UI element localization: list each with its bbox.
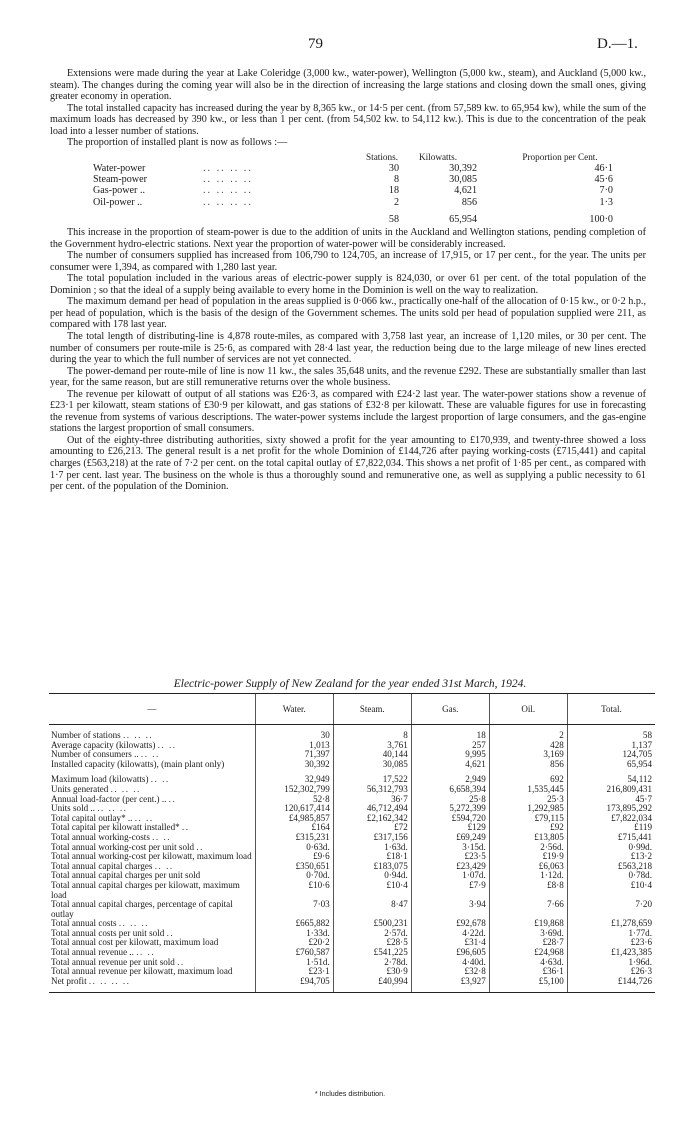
stations-value: 18: [388, 185, 399, 197]
leader-dots: .. .. .. ..: [203, 185, 253, 197]
gas-value: 6,658,394: [411, 785, 489, 795]
row-label-text: Total annual working-cost per unit sold: [51, 841, 195, 852]
row-label-text: Installed capacity (kilowatts), (main plant only): [51, 758, 225, 769]
table-row: [49, 900, 655, 919]
gas-value: 5,272,399: [411, 804, 489, 814]
row-label-text: Total annual capital charges per unit sold: [51, 870, 201, 881]
gas-value: 3·15d.: [411, 843, 489, 853]
water-value: 1·51d.: [255, 958, 333, 968]
leader-dots: .. .. .. ..: [88, 975, 131, 986]
row-label-text: Total capital per kilowatt installed*: [51, 822, 180, 833]
paragraph: The power-demand per route-mile of line is now 11 kw., the sales 35,648 units, and the revenue £292. These are substantially smaller than last year, for the same reason, but are still remunerative returns over the whole business.: [50, 365, 646, 389]
oil-value: £92: [489, 823, 567, 833]
document-code: D.—1.: [597, 36, 638, 52]
leader-dots: .. ..: [154, 860, 174, 871]
leader-dots: .. ..: [136, 947, 156, 958]
row-label-text: Total annual capital charges per kilowatt, maximum load: [51, 879, 240, 900]
paragraph: The number of consumers supplied has increased from 106,790 to 124,705, an increase of 17,915, or 17 per cent., for the year. The units per consumer were 1,394, as compared with 1,280 last year.: [50, 250, 646, 273]
row-label-text: Average capacity (kilowatts): [51, 739, 156, 750]
row-label-text: Total capital outlay* ..: [51, 812, 133, 823]
total-value: £26·3: [567, 967, 655, 977]
leader-dots: .. .. ..: [123, 730, 154, 740]
gas-value: £7·9: [411, 881, 489, 900]
oil-value: 25·3: [489, 795, 567, 805]
paragraph: Extensions were made during the year at Lake Coleridge (3,000 kw., water-power), Wellington (5,000 kw., steam), and Auckland (5,000 kw., steam). The changes during the coming year will also be in the direction of increasing the large stations and closing down the small ones, giving greater economy in operation.: [50, 68, 646, 103]
total-value: 45·7: [567, 795, 655, 805]
water-value: 120,617,414: [255, 804, 333, 814]
total-value: 0·99d.: [567, 843, 655, 853]
oil-value: 856: [489, 760, 567, 770]
gas-value: 18: [411, 731, 489, 741]
oil-value: 1·12d.: [489, 871, 567, 881]
steam-value: 56,312,793: [333, 785, 411, 795]
steam-value: £28·5: [333, 938, 411, 948]
gas-value: 4·22d.: [411, 929, 489, 939]
gas-value: £23,429: [411, 862, 489, 872]
water-value: 30: [255, 731, 333, 741]
leader-dots: .. ..: [140, 749, 160, 760]
leader-dots: .. .. .. ..: [203, 196, 253, 208]
water-value: 32,949: [255, 775, 333, 785]
total-value: 7·20: [567, 900, 655, 919]
oil-value: 1,292,985: [489, 804, 567, 814]
steam-value: 30,085: [333, 760, 411, 770]
oil-value: £5,100: [489, 977, 567, 987]
total-value: 58: [567, 731, 655, 741]
steam-value: £18·1: [333, 852, 411, 862]
total-kilowatts: 65,954: [449, 213, 477, 225]
oil-value: 3,169: [489, 750, 567, 760]
water-value: 0·70d.: [255, 871, 333, 881]
total-value: £144,726: [567, 977, 655, 987]
row-label: Gas-power ..: [93, 185, 146, 197]
row-label-text: Total annual costs: [51, 918, 117, 929]
water-value: £315,231: [255, 833, 333, 843]
row-label-text: Total annual capital charges: [51, 860, 153, 871]
row-label-text: Units generated: [51, 783, 109, 794]
page-number: 79: [308, 36, 323, 52]
leader-dots: ..: [177, 956, 185, 967]
kilowatts-value: 30,085: [449, 174, 477, 186]
total-value: 1,137: [567, 741, 655, 751]
total-value: £13·2: [567, 852, 655, 862]
steam-value: 40,144: [333, 750, 411, 760]
gas-value: 1·07d.: [411, 871, 489, 881]
table-caption: Electric-power Supply of New Zealand for the year ended 31st March, 1924.: [173, 678, 527, 690]
proportion-row: [93, 197, 617, 208]
gas-value: £96,605: [411, 948, 489, 958]
row-label: [49, 900, 255, 919]
steam-value: £500,231: [333, 919, 411, 929]
steam-value: £2,162,342: [333, 814, 411, 824]
proportion-row: [93, 163, 617, 174]
total-stations: 58: [388, 213, 399, 225]
row-label-text: Total annual revenue ..: [51, 947, 134, 958]
proportion-row: [93, 185, 617, 196]
leader-dots: ..: [168, 793, 177, 804]
header-oil: Oil.: [489, 694, 567, 725]
proportion-total-row: [93, 208, 617, 225]
total-value: £563,218: [567, 862, 655, 872]
paragraph: The total population included in the various areas of electric-power supply is 824,030, or over 61 per cent. of the total population of the Dominion ; so that the ideal of a supply being available to every home in the Dominion is well on the way to realization.: [50, 273, 646, 296]
row-label: Water-power: [93, 163, 146, 175]
steam-value: £30·9: [333, 967, 411, 977]
total-value: £1,423,385: [567, 948, 655, 958]
water-value: 1,013: [255, 741, 333, 751]
steam-value: 0·94d.: [333, 871, 411, 881]
table-row: [49, 967, 655, 977]
table-footnote: * Includes distribution.: [314, 1089, 386, 1098]
total-value: 173,895,292: [567, 804, 655, 814]
supply-table-wrapper: [49, 693, 655, 993]
proportion-header-row: [93, 152, 617, 163]
row-label: Steam-power: [93, 174, 147, 186]
row-label-text: Total annual revenue per kilowatt, maximum load: [51, 966, 233, 977]
row-label-text: Number of consumers ..: [51, 749, 139, 760]
total-value: 65,954: [567, 760, 655, 770]
water-value: £350,651: [255, 862, 333, 872]
steam-value: 46,712,494: [333, 804, 411, 814]
oil-value: £79,115: [489, 814, 567, 824]
gas-value: £31·4: [411, 938, 489, 948]
table-row: [49, 881, 655, 900]
steam-value: 2·57d.: [333, 929, 411, 939]
total-value: 124,705: [567, 750, 655, 760]
steam-value: 3,761: [333, 741, 411, 751]
oil-value: £36·1: [489, 967, 567, 977]
percent-value: 46·1: [594, 163, 613, 175]
total-value: 1·96d.: [567, 958, 655, 968]
header-stations: Stations.: [366, 151, 398, 162]
oil-value: £19,868: [489, 919, 567, 929]
paragraph: The total length of distributing-line is 4,878 route-miles, as compared with 3,758 last year, an increase of 1,120 miles, or 30 per cent. The number of consumers per route-mile is 25·6, as compared with 28·4 last year, the reduction being due to the large mileage of new lines erected during the year to which the full number of services are not yet connected.: [50, 330, 646, 366]
gas-value: £92,678: [411, 919, 489, 929]
water-value: £665,882: [255, 919, 333, 929]
header-gas: Gas.: [411, 694, 489, 725]
leader-dots: ..: [166, 927, 175, 938]
water-value: 52·8: [255, 795, 333, 805]
steam-value: £183,075: [333, 862, 411, 872]
total-value: 0·78d.: [567, 871, 655, 881]
table-body: [49, 731, 655, 993]
oil-value: £6,063: [489, 862, 567, 872]
total-value: £10·4: [567, 881, 655, 900]
row-label-text: Annual load-factor (per cent.) ..: [51, 793, 167, 804]
oil-value: £28·7: [489, 938, 567, 948]
oil-value: £19·9: [489, 852, 567, 862]
gas-value: £594,720: [411, 814, 489, 824]
gas-value: £129: [411, 823, 489, 833]
oil-value: 4·63d.: [489, 958, 567, 968]
paragraph: This increase in the proportion of steam-power is due to the addition of units in the Auckland and Wellington stations, pending completion of the Government hydro-electric stations. Next year the proportion of water-power will be considerably increased.: [50, 227, 646, 250]
leader-dots: .. ..: [157, 739, 177, 750]
water-value: £164: [255, 823, 333, 833]
oil-value: 7·66: [489, 900, 567, 919]
row-label: [49, 760, 255, 770]
steam-value: £40,994: [333, 977, 411, 987]
gas-value: £3,927: [411, 977, 489, 987]
total-value: £715,441: [567, 833, 655, 843]
row-label-text: Net profit: [51, 975, 87, 986]
oil-value: £24,968: [489, 948, 567, 958]
body-text: [50, 68, 646, 493]
header-steam: Steam.: [333, 694, 411, 725]
row-label-text: Total annual working-cost per kilowatt, maximum load: [51, 851, 252, 862]
paragraph: The total installed capacity has increased during the year by 8,365 kw., or 14·5 per cent. (from 57,589 kw. to 65,954 kw), while the sum of the maximum loads has decreased by 390 kw., or less than 1 per cent. (from 54,502 kw. to 54,112 kw.). This is due to the concentration of the peak load into a lesser number of stations.: [50, 102, 646, 137]
header-proportion: Proportion per Cent.: [522, 152, 598, 163]
stations-value: 8: [393, 174, 399, 186]
gas-value: 4,621: [411, 760, 489, 770]
oil-value: 2: [489, 731, 567, 741]
leader-dots: .. .. .. ..: [203, 174, 253, 186]
oil-value: 428: [489, 741, 567, 751]
steam-value: 8: [333, 731, 411, 741]
kilowatts-value: 856: [461, 196, 477, 208]
steam-value: £72: [333, 823, 411, 833]
steam-value: 2·78d.: [333, 958, 411, 968]
leader-dots: .. ..: [150, 774, 170, 785]
row-label-text: Total annual revenue per unit sold: [51, 956, 175, 967]
steam-value: £317,156: [333, 833, 411, 843]
gas-value: 3·94: [411, 900, 489, 919]
water-value: £4,985,857: [255, 814, 333, 824]
gas-value: 25·8: [411, 795, 489, 805]
water-value: 30,392: [255, 760, 333, 770]
oil-value: 3·69d.: [489, 929, 567, 939]
total-value: £23·6: [567, 938, 655, 948]
total-value: £7,822,034: [567, 814, 655, 824]
steam-value: 17,522: [333, 775, 411, 785]
gas-value: £69,249: [411, 833, 489, 843]
paragraph: The revenue per kilowatt of output of all stations was £26·3, as compared with £24·2 last year. The water-power stations show a revenue of £23·1 per kilowatt, steam stations of £30·9 per kilowatt, and gas stations of £32·8 per kilowatt. These are valuable figures for use in forecasting the revenue from systems of various descriptions. The water-power systems include the largest proportion of large consumers, and the gas-engine stations the largest proportion of small consumers.: [50, 388, 646, 435]
percent-value: 7·0: [599, 185, 613, 197]
water-value: 152,302,799: [255, 785, 333, 795]
kilowatts-value: 4,621: [454, 185, 477, 197]
leader-dots: ..: [196, 841, 204, 852]
steam-value: 1·63d.: [333, 843, 411, 853]
total-value: 54,112: [567, 775, 655, 785]
header-kilowatts: Kilowatts.: [418, 151, 458, 162]
table-row: [49, 760, 655, 770]
water-value: £23·1: [255, 967, 333, 977]
leader-dots: .. .. .. ..: [203, 163, 253, 175]
paragraph: The maximum demand per head of population in the areas supplied is 0·066 kw., practically one-half of the allocation of 0·15 kw., or 0·2 h.p., per head of population, which is the basis of the design of the Government schemes. The units sold per head of population supplied were 211, as compared with 178 last year.: [50, 296, 646, 331]
steam-value: £541,225: [333, 948, 411, 958]
leader-dots: .. ..: [134, 812, 154, 823]
gas-value: 2,949: [411, 775, 489, 785]
paragraph: Out of the eighty-three distributing authorities, sixty showed a profit for the year amounting to £170,939, and twenty-three showed a loss amounting to £26,213. The general result is a net profit for the whole Dominion of £144,726 after paying working-costs (£715,441) and capital charges (£563,218) at the rate of 7·2 per cent. on the total capital outlay of £7,822,034. This shows a net profit of 1·85 per cent., as compared with 1·7 per cent. last year. The business on the whole is thus a thoroughly sound and remunerative one, as well as supplying a public necessity to 61 per cent. of the population of the Dominion.: [50, 434, 646, 493]
row-label: Oil-power ..: [93, 196, 143, 208]
water-value: £9·6: [255, 852, 333, 862]
gas-value: 9,995: [411, 750, 489, 760]
leader-dots: .. .. ..: [118, 918, 149, 929]
steam-value: 36·7: [333, 795, 411, 805]
leader-dots: ..: [181, 822, 190, 833]
gas-value: £32·8: [411, 967, 489, 977]
percent-value: 45·6: [594, 174, 613, 186]
table-row: [49, 795, 655, 805]
water-value: £94,705: [255, 977, 333, 987]
water-value: 71,397: [255, 750, 333, 760]
header-total: Total.: [567, 694, 655, 725]
total-value: £119: [567, 823, 655, 833]
row-label-text: Total annual working-costs: [51, 831, 150, 842]
row-label-text: Maximum load (kilowatts): [51, 774, 149, 785]
oil-value: 1,535,445: [489, 785, 567, 795]
header-blank: —: [49, 694, 255, 725]
total-value: 1·77d.: [567, 929, 655, 939]
kilowatts-value: 30,392: [449, 163, 477, 175]
supply-table: [49, 693, 655, 993]
stations-value: 30: [388, 163, 399, 175]
leader-dots: .. .. ..: [110, 783, 141, 794]
gas-value: 257: [411, 741, 489, 751]
total-value: £1,278,659: [567, 919, 655, 929]
water-value: £10·6: [255, 881, 333, 900]
water-value: £760,587: [255, 948, 333, 958]
row-label-text: Total annual capital charges, percentage of capital outlay: [51, 899, 233, 919]
water-value: £20·2: [255, 938, 333, 948]
gas-value: £23·5: [411, 852, 489, 862]
row-label-text: Units sold ..: [51, 803, 95, 814]
water-value: 7·03: [255, 900, 333, 919]
proportion-table: [93, 152, 617, 225]
oil-value: 2·56d.: [489, 843, 567, 853]
row-label: [49, 881, 255, 900]
oil-value: £13,805: [489, 833, 567, 843]
proportion-row: [93, 174, 617, 185]
table-row: [49, 977, 655, 987]
stations-value: 2: [393, 196, 399, 208]
oil-value: 692: [489, 775, 567, 785]
oil-value: £8·8: [489, 881, 567, 900]
row-label-text: Total annual cost per kilowatt, maximum load: [51, 937, 219, 948]
row-label-text: Number of stations: [51, 730, 121, 740]
steam-value: 8·47: [333, 900, 411, 919]
total-value: 216,809,431: [567, 785, 655, 795]
header-water: Water.: [255, 694, 333, 725]
water-value: 0·63d.: [255, 843, 333, 853]
leader-dots: .. .. ..: [97, 803, 128, 814]
steam-value: £10·4: [333, 881, 411, 900]
total-percent: 100·0: [589, 213, 613, 225]
row-label-text: Total annual costs per unit sold: [51, 927, 165, 938]
leader-dots: .. ..: [152, 831, 172, 842]
water-value: 1·33d.: [255, 929, 333, 939]
table-header-row: [49, 694, 655, 725]
gas-value: 4·40d.: [411, 958, 489, 968]
row-label: [49, 977, 255, 987]
percent-value: 1·3: [599, 196, 613, 208]
paragraph: The proportion of installed plant is now as follows :—: [67, 137, 288, 149]
